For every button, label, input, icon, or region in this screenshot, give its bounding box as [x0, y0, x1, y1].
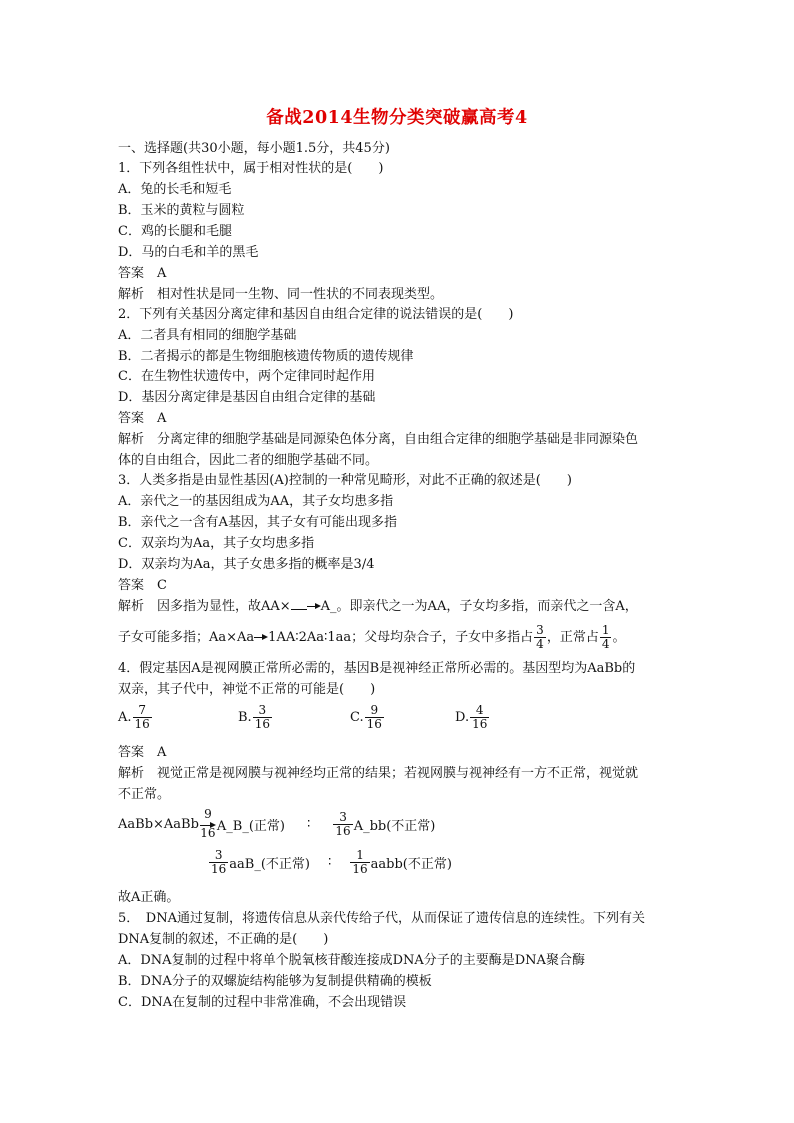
q3-analysis-text: 解析 因多指为显性，故AA× — [118, 599, 291, 614]
q4-conclusion: 故A正确。 — [118, 890, 180, 905]
arrow-icon — [254, 633, 268, 643]
q3-analysis-line1 — [118, 597, 638, 617]
q2-analysis-line1: 解析 分离定律的细胞学基础是同源染色体分离，自由组合定律的细胞学基础是非同源染色 — [118, 432, 639, 447]
genotype-abnormal-3: aabb(不正常) — [370, 857, 452, 872]
q3-answer: 答案 C — [118, 578, 167, 593]
q2-option-c: C．在生物性状遗传中，两个定律同时起作用 — [118, 369, 375, 384]
q2-option-a: A．二者具有相同的细胞学基础 — [118, 328, 297, 343]
q5-option-b: B．DNA分子的双螺旋结构能够为复制提供精确的模板 — [118, 974, 432, 989]
q5-option-a: A．DNA复制的过程中将单个脱氧核苷酸连接成DNA分子的主要酶是DNA聚合酶 — [118, 953, 585, 968]
q1-option-c: C．鸡的长腿和毛腿 — [118, 224, 232, 239]
q2-analysis-line2: 体的自由组合，因此二者的细胞学基础不同。 — [118, 453, 379, 468]
genotype-abnormal-1: A_bb(不正常) — [353, 818, 436, 834]
q4-analysis-line1: 解析 视觉正常是视网膜与视神经均正常的结果；若视网膜与视神经有一方不正常，视觉就 — [118, 766, 639, 781]
q4-option-c: C. $\frac{9}{16}$ — [350, 703, 382, 731]
q1-option-a: A．兔的长毛和短毛 — [118, 182, 232, 197]
q4-stem-line2: 双亲，其子代中，神觉不正常的可能是( ) — [118, 682, 376, 697]
q3-option-b: B．亲代之一含有A基因，其子女有可能出现多指 — [118, 515, 397, 530]
q4-cross-row1: AaBb×AaBb 9 16 A_B_(正常) ∶ $\frac{3}{16}$ A_bb(不正常) — [118, 807, 436, 840]
q3-option-c: C．双亲均为Aa，其子女均患多指 — [118, 536, 315, 551]
q3-analysis-normal: ，正常占 — [546, 630, 599, 645]
q4-cross-row2: $\frac{3}{16}$ aaB_(不正常) ∶ $\frac{1}{16}$ aabb(不正常) — [211, 848, 452, 876]
q1-option-d: D．马的白毛和羊的黑毛 — [118, 245, 259, 260]
q3-analysis-text-cont: A_。即亲代之一为AA，子女均多指，而亲代之一含A， — [320, 599, 638, 614]
q4-option-a: A. $\frac{7}{16}$ — [118, 703, 150, 731]
q3-stem: 3．人类多指是由显性基因(A)控制的一种常见畸形，对此不正确的叙述是( ) — [118, 473, 572, 488]
section-heading: 一、选择题(共30小题，每小题1.5分，共45分) — [118, 141, 390, 156]
q3-analysis-cross: 子女可能多指；Aa×Aa — [118, 630, 255, 645]
q1-option-b: B．玉米的黄粒与圆粒 — [118, 203, 245, 218]
q3-analysis-ratio: 1AA∶2Aa∶1aa；父母均杂合子，子女中多指占 — [268, 630, 534, 645]
q4-option-d: D. $\frac{4}{16}$ — [455, 703, 488, 731]
q3-option-d: D．双亲均为Aa，其子女患多指的概率是3/4 — [118, 557, 375, 572]
q4-analysis-line2: 不正常。 — [118, 787, 171, 802]
ratio-separator: ∶ — [307, 816, 311, 832]
cross-label: AaBb×AaBb — [118, 816, 199, 832]
q2-answer: 答案 A — [118, 411, 167, 426]
blank-line — [291, 597, 307, 610]
ratio-separator: ∶ — [327, 855, 332, 870]
q4-answer: 答案 A — [118, 745, 167, 760]
arrow-icon — [307, 602, 321, 612]
q5-option-c: C．DNA在复制的过程中非常准确，不会出现错误 — [118, 995, 407, 1010]
q4-option-b: B. $\frac{3}{16}$ — [238, 703, 270, 731]
document-title: 备战2014生物分类突破赢高考4 — [266, 108, 528, 128]
q5-stem-line2: DNA复制的叙述，不正确的是( ) — [118, 932, 329, 947]
q2-option-b: B．二者揭示的都是生物细胞核遗传物质的遗传规律 — [118, 349, 414, 364]
fraction-three-quarters: $\frac{3}{4}$ — [536, 623, 544, 651]
q3-analysis-end: 。 — [612, 630, 626, 645]
genotype-abnormal-2: aaB_(不正常) — [229, 857, 310, 872]
q5-stem-line1: 5． DNA通过复制，将遗传信息从亲代传给子代，从而保证了遗传信息的连续性。下列有关 — [118, 911, 645, 926]
q4-stem-line1: 4．假定基因A是视网膜正常所必需的，基因B是视神经正常所必需的。基因型均为AaBb的 — [118, 661, 636, 676]
arrow-icon — [200, 821, 216, 827]
genotype-normal: A_B_(正常) — [216, 818, 286, 834]
q2-stem: 2．下列有关基因分离定律和基因自由组合定律的说法错误的是( ) — [118, 307, 514, 322]
q1-answer: 答案 A — [118, 266, 167, 281]
arrow-with-ratio: 9 16 — [200, 807, 216, 840]
q2-option-d: D．基因分离定律是基因自由组合定律的基础 — [118, 390, 376, 405]
fraction-one-quarter: $\frac{1}{4}$ — [601, 623, 610, 651]
q1-analysis: 解析 相对性状是同一生物、同一性状的不同表现类型。 — [118, 287, 444, 302]
q3-analysis-line2 — [118, 624, 625, 652]
q3-option-a: A．亲代之一的基因组成为AA，其子女均患多指 — [118, 494, 394, 509]
q1-stem: 1．下列各组性状中，属于相对性状的是( ) — [118, 161, 384, 176]
